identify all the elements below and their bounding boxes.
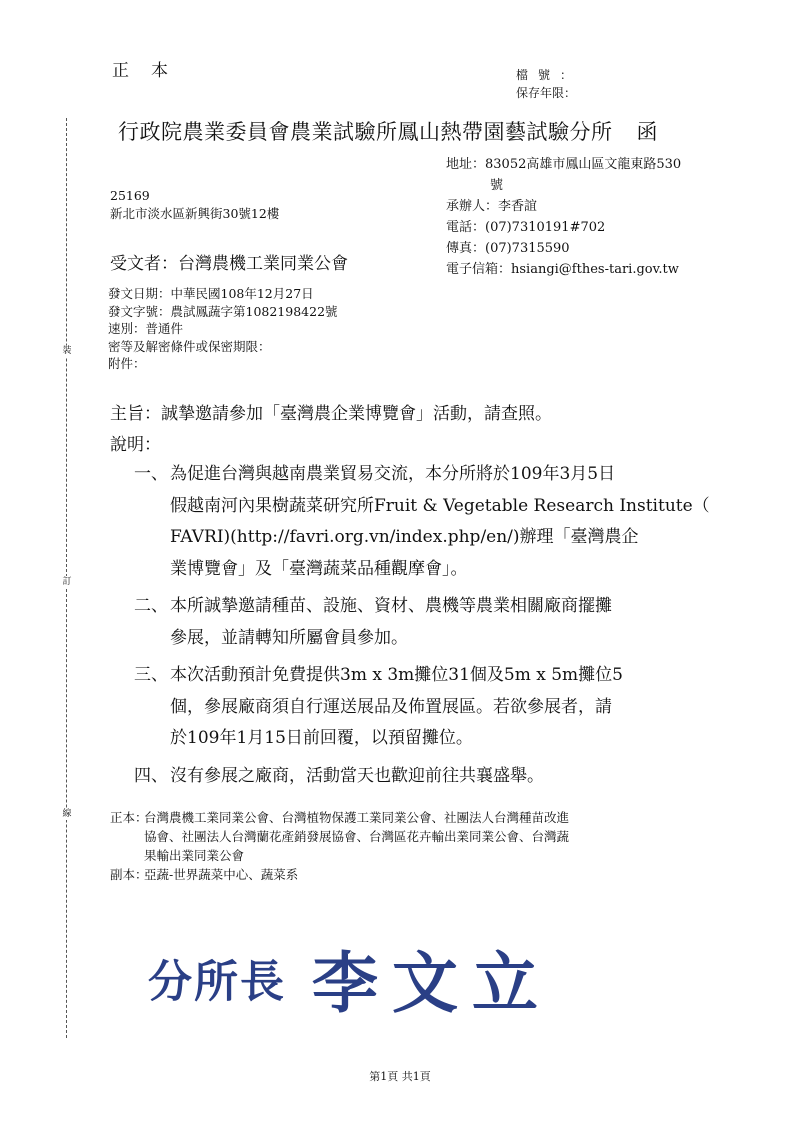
email: 電子信箱：hsiangi@fthes-tari.gov.tw: [446, 262, 679, 277]
explanation-label: 說明：: [110, 435, 161, 455]
item-line: 為促進台灣與越南農業貿易交流，本分所將於109年3月5日: [170, 464, 616, 484]
recipient: 受文者：台灣農機工業同業公會: [110, 254, 348, 274]
doc-type: 函: [636, 120, 658, 144]
original-label: 正本：: [110, 810, 148, 825]
signature-stamp: [148, 930, 552, 1025]
item-line: FAVRI)(http://favri.org.vn/index.php/en/)辦理「臺灣農企: [170, 527, 639, 547]
item-line: 本所誠摯邀請種苗、設施、資材、農機等農業相關廠商擺攤: [170, 596, 612, 616]
page-title: [118, 116, 658, 146]
fax: 傳真：(07)7315590: [446, 241, 570, 256]
item-line: 假越南河內果樹蔬菜研究所Fruit & Vegetable Research Institute（: [170, 495, 710, 516]
doc-info: [108, 285, 338, 373]
sender-address: 地址：83052高雄市鳳山區文龍東路530: [446, 157, 682, 172]
signature-title: 分所長: [148, 956, 286, 1008]
phone: 電話：(07)7310191#702: [446, 220, 606, 235]
doc-date: 發文日期：中華民國108年12月27日: [108, 286, 314, 301]
copy-mark: 正本: [112, 61, 190, 81]
original-recipients-line: 果輸出業同業公會: [144, 848, 245, 863]
copy-label: 副本：: [110, 867, 148, 882]
binding-char-xian: 線: [60, 808, 74, 820]
retention-label: 保存年限：: [516, 86, 577, 100]
handler: 承辦人：李香誼: [446, 199, 538, 214]
doc-secrecy: 密等及解密條件或保密期限：: [108, 338, 271, 354]
sender-address-cont: 號: [490, 178, 504, 193]
original-recipients-line: 台灣農機工業同業公會、台灣植物保護工業同業公會、社團法人台灣種苗改進: [144, 810, 570, 825]
original-recipients-line: 協會、社團法人台灣蘭花產銷發展協會、台灣區花卉輸出業同業公會、台灣蔬: [144, 829, 570, 844]
copy-recipients: 亞蔬-世界蔬菜中心、蔬菜系: [144, 867, 299, 882]
page-number: 第1頁 共1頁: [369, 1070, 431, 1083]
list-item: [134, 591, 714, 654]
doc-number: 發文字號：農試鳳蔬字第1082198422號: [108, 303, 338, 319]
binding-char-zhuang: 裝: [60, 345, 74, 357]
org-name: 行政院農業委員會農業試驗所鳳山熱帶園藝試驗分所: [118, 120, 613, 144]
item-line: 沒有參展之廠商，活動當天也歡迎前往共襄盛舉。: [170, 765, 544, 786]
binding-char-ding: 訂: [60, 576, 74, 588]
doc-speed: 速別：普通件: [108, 321, 184, 336]
item-line: 參展，並請轉知所屬會員參加。: [170, 627, 408, 648]
item-line: 於109年1月15日前回覆，以預留攤位。: [170, 728, 473, 748]
street-address: 新北市淡水區新興街30號12樓: [110, 206, 280, 221]
list-item: [134, 660, 714, 755]
item-line: 個，參展廠商須自行運送展品及佈置展區。若欲參展者，請: [170, 696, 612, 717]
item-line: 本次活動預計免費提供3m x 3m攤位31個及5m x 5m攤位5: [170, 665, 623, 685]
archive-meta: [516, 66, 577, 102]
doc-attachment: 附件：: [108, 356, 146, 371]
list-item: [134, 761, 714, 793]
subject: 主旨：誠摯邀請參加「臺灣農企業博覽會」活動，請查照。: [110, 404, 552, 424]
signature-name: 李文立: [312, 944, 552, 1022]
item-number: 二、: [134, 596, 168, 616]
explanation-list: [134, 459, 714, 798]
item-number: 三、: [134, 665, 168, 685]
item-number: 四、: [134, 765, 168, 786]
file-number-label: 檔號：: [516, 68, 572, 82]
item-number: 一、: [134, 464, 168, 484]
contact-block: [446, 154, 681, 280]
item-line: 業博覽會」及「臺灣蔬菜品種觀摩會」。: [170, 558, 468, 579]
postal-code: 25169: [110, 188, 150, 203]
recipient-address: [110, 187, 279, 223]
distribution: [110, 808, 569, 884]
list-item: [134, 459, 714, 585]
